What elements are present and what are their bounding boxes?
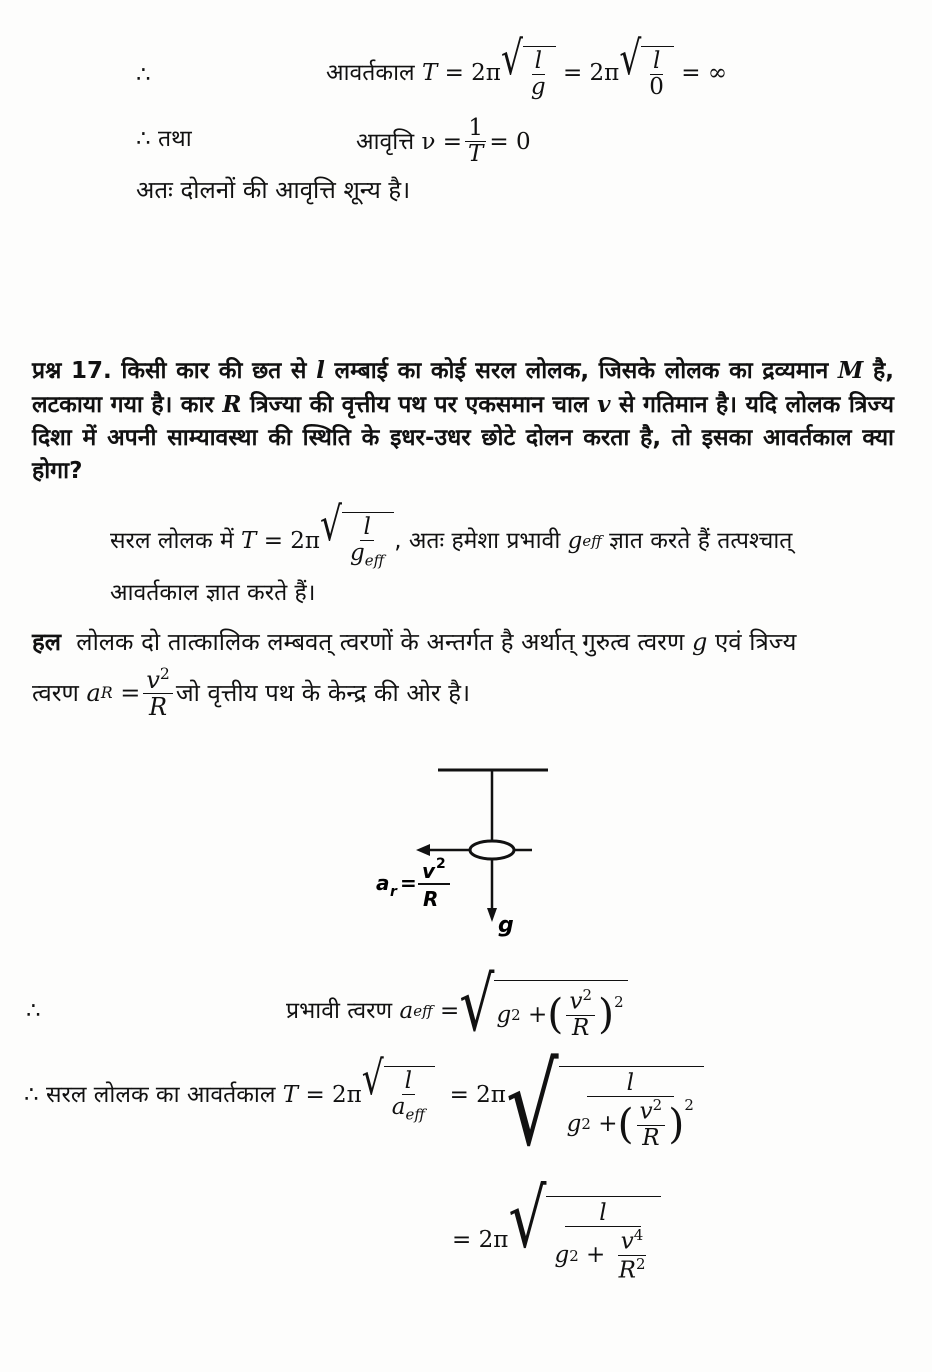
hint-line-1: सरल लोलक में T = 2π √ $\frac{l}{g_{eff}}$ , अतः हमेशा प्रभावी g eff ज्ञात करते हैं तत्पश्चात् xyxy=(110,497,793,570)
solution-line-1: हल लोलक दो तात्कालिक लम्बवत् त्वरणों के अन्तर्गत है अर्थात् गुरुत्व त्वरण g एवं त्रिज्य xyxy=(32,628,797,656)
hint-line-2: आवर्तकाल ज्ञात करते हैं। xyxy=(110,580,316,606)
pendulum-bob xyxy=(470,841,514,859)
solution-label: हल xyxy=(32,628,62,656)
ar-two: 2 xyxy=(436,856,446,872)
therefore-symbol: ∴ xyxy=(136,62,151,88)
frequency-equation: आवृत्ति ν = $\frac{1}{T}$ = 0 xyxy=(356,115,531,168)
therefore-also-label: ∴ तथा xyxy=(136,126,192,152)
ar-v: v xyxy=(422,859,436,883)
period-equation: ∴ सरल लोलक का आवर्तकाल T = 2π √ $\frac{l}{a_{eff}}$ = 2π √ l g 2 + ( $\frac{v^2}{R}$ ) $^2$ xyxy=(24,1066,704,1152)
question-number: प्रश्न 17. xyxy=(32,358,112,384)
gravity-label: g xyxy=(498,913,514,938)
ar-subscript: r xyxy=(390,884,397,900)
effective-acceleration-equation: प्रभावी त्वरण a eff = √ g 2 + ( $\frac{v^2}{R}$ ) $^2$ xyxy=(286,966,628,1056)
gravity-arrow-head xyxy=(487,908,497,922)
therefore-symbol-2: ∴ xyxy=(26,998,41,1024)
solution-line-2: त्वरण a R = $\frac{v^2}{R}$ जो वृत्तीय पथ के केन्द्र की ओर है। xyxy=(32,665,471,722)
frequency-conclusion: अतः दोलनों की आवृत्ति शून्य है। xyxy=(136,176,411,204)
period-zero-g-equation: आवर्तकाल T = 2π √ $\frac{l}{g}$ = 2π √ $\frac{l}{0}$ = ∞ xyxy=(326,32,727,101)
final-period-equation: = 2π √ l g 2 + $\frac{v^4}{R^2}$ xyxy=(452,1196,661,1284)
ar-label: a xyxy=(376,871,390,895)
pendulum-diagram xyxy=(360,760,580,945)
ar-R: R xyxy=(423,887,439,911)
question-17: प्रश्न 17. किसी कार की छत से l लम्बाई का कोई सरल लोलक, जिसके लोलक का द्रव्यमान M है, लटकाया गया है। कार R त्रिज्या की वृत्तीय पथ पर एकसमान चाल v से गतिमान है। यदि लोलक त्रिज्य दिशा में अपनी साम्यावस्था की स्थिति के इधर-उधर छोटे दोलन करता है, तो इसका आवर्तकाल क्या होगा? xyxy=(32,357,894,484)
ar-equals: = xyxy=(400,871,417,895)
radial-arrow-head xyxy=(416,844,430,856)
